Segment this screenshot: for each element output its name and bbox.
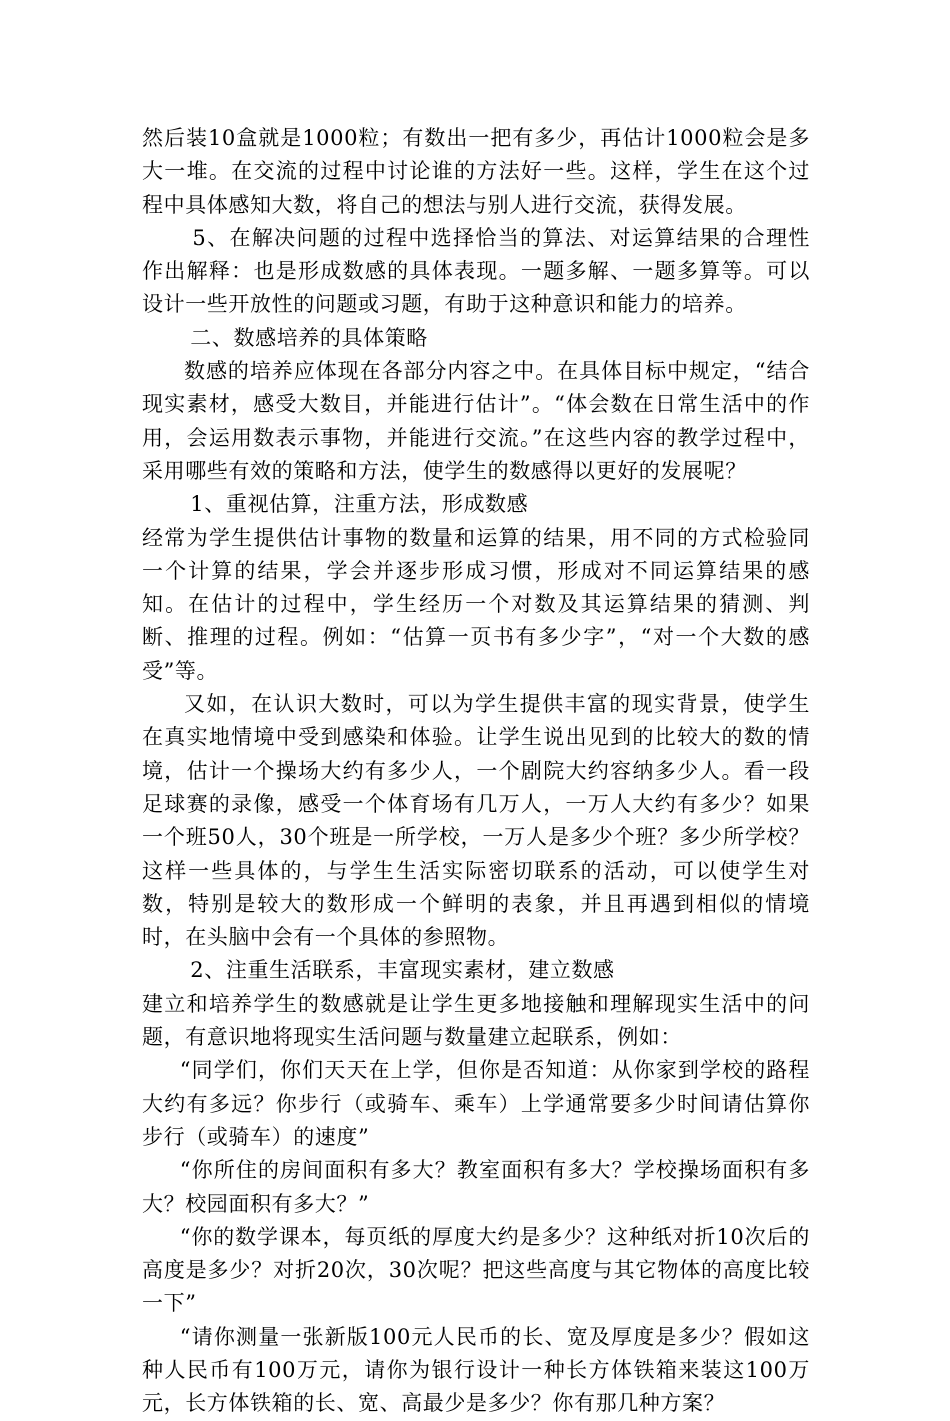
paragraph-strategies-intro: 数感的培养应体现在各部分内容之中。在具体目标中规定，“结合现实素材，感受大数目，并能进行估计”。“体会数在日常生活中的作用，会运用数表示事物，并能进行交流。”在这些内容的教学过程中，采用哪些有效的策略和方法，使学生的数感得以更好的发展呢？ [142,359,810,483]
quote-paper-thickness: “你的数学课本，每页纸的厚度大约是多少？这种纸对折10次后的高度是多少？对折20次，30次呢？把这些高度与其它物体的高度比较一下” [142,1224,810,1316]
paragraph-estimation-method: 然后装10盒就是1000粒；有数出一把有多少，再估计1000粒会是多大一堆。在交流的过程中讨论谁的方法好一些。这样，学生在这个过程中具体感知大数，将自己的想法与别人进行交流，获得发展。 [142,126,810,217]
document-page [142,122,810,1421]
paragraph-large-numbers: 又如，在认识大数时，可以为学生提供丰富的现实背景，使学生在真实地情境中受到感染和体验。让学生说出见到的比较大的数的情境，估计一个操场大约有多少人，一个剧院大约容纳多少人。看一段足球赛的录像，感受一个体育场有几万人，一万人大约有多少？如果一个班50人，30个班是一所学校，一万人是多少个班？多少所学校？这样一些具体的，与学生生活实际密切联系的活动，可以使学生对数，特别是较大的数形成一个鲜明的表象，并且再遇到相似的情境时，在头脑中会有一个具体的参照物。 [142,692,810,950]
paragraph-estimation: 经常为学生提供估计事物的数量和运算的结果，用不同的方式检验同一个计算的结果，学会并逐步形成习惯，形成对不同运算结果的感知。在估计的过程中，学生经历一个对数及其运算结果的猜测、判断、推理的过程。例如：“估算一页书有多少字”，“对一个大数的感受”等。 [142,525,810,683]
paragraph-point-5: 5、在解决问题的过程中选择恰当的算法、对运算结果的合理性作出解释：也是形成数感的具体表现。一题多解、一题多算等。可以设计一些开放性的问题或习题，有助于这种意识和能力的培养。 [142,225,810,317]
section-heading-strategies: 二、数感培养的具体策略 [190,325,428,350]
quote-room-area: “你所住的房间面积有多大？教室面积有多大？学校操场面积有多大？校园面积有多大？” [142,1158,810,1216]
paragraph-life-connection: 建立和培养学生的数感就是让学生更多地接触和理解现实生活中的问题，有意识地将现实生活问题与数量建立起联系，例如： [142,991,810,1050]
subheading-life-connection: 2、注重生活联系，丰富现实素材，建立数感 [190,958,615,983]
quote-banknote-box: “请你测量一张新版100元人民币的长、宽及厚度是多少？假如这种人民币有100万元，请你为银行设计一种长方体铁箱来装这100万元，长方体铁箱的长、宽、高最少是多少？你有那几种方案？ [142,1324,810,1416]
subheading-estimation: 1、重视估算，注重方法，形成数感 [190,492,529,517]
quote-distance-to-school: “同学们，你们天天在上学，但你是否知道：从你家到学校的路程大约有多远？你步行（或骑车、乘车）上学通常要多少时间请估算你步行（或骑车）的速度” [142,1058,810,1149]
